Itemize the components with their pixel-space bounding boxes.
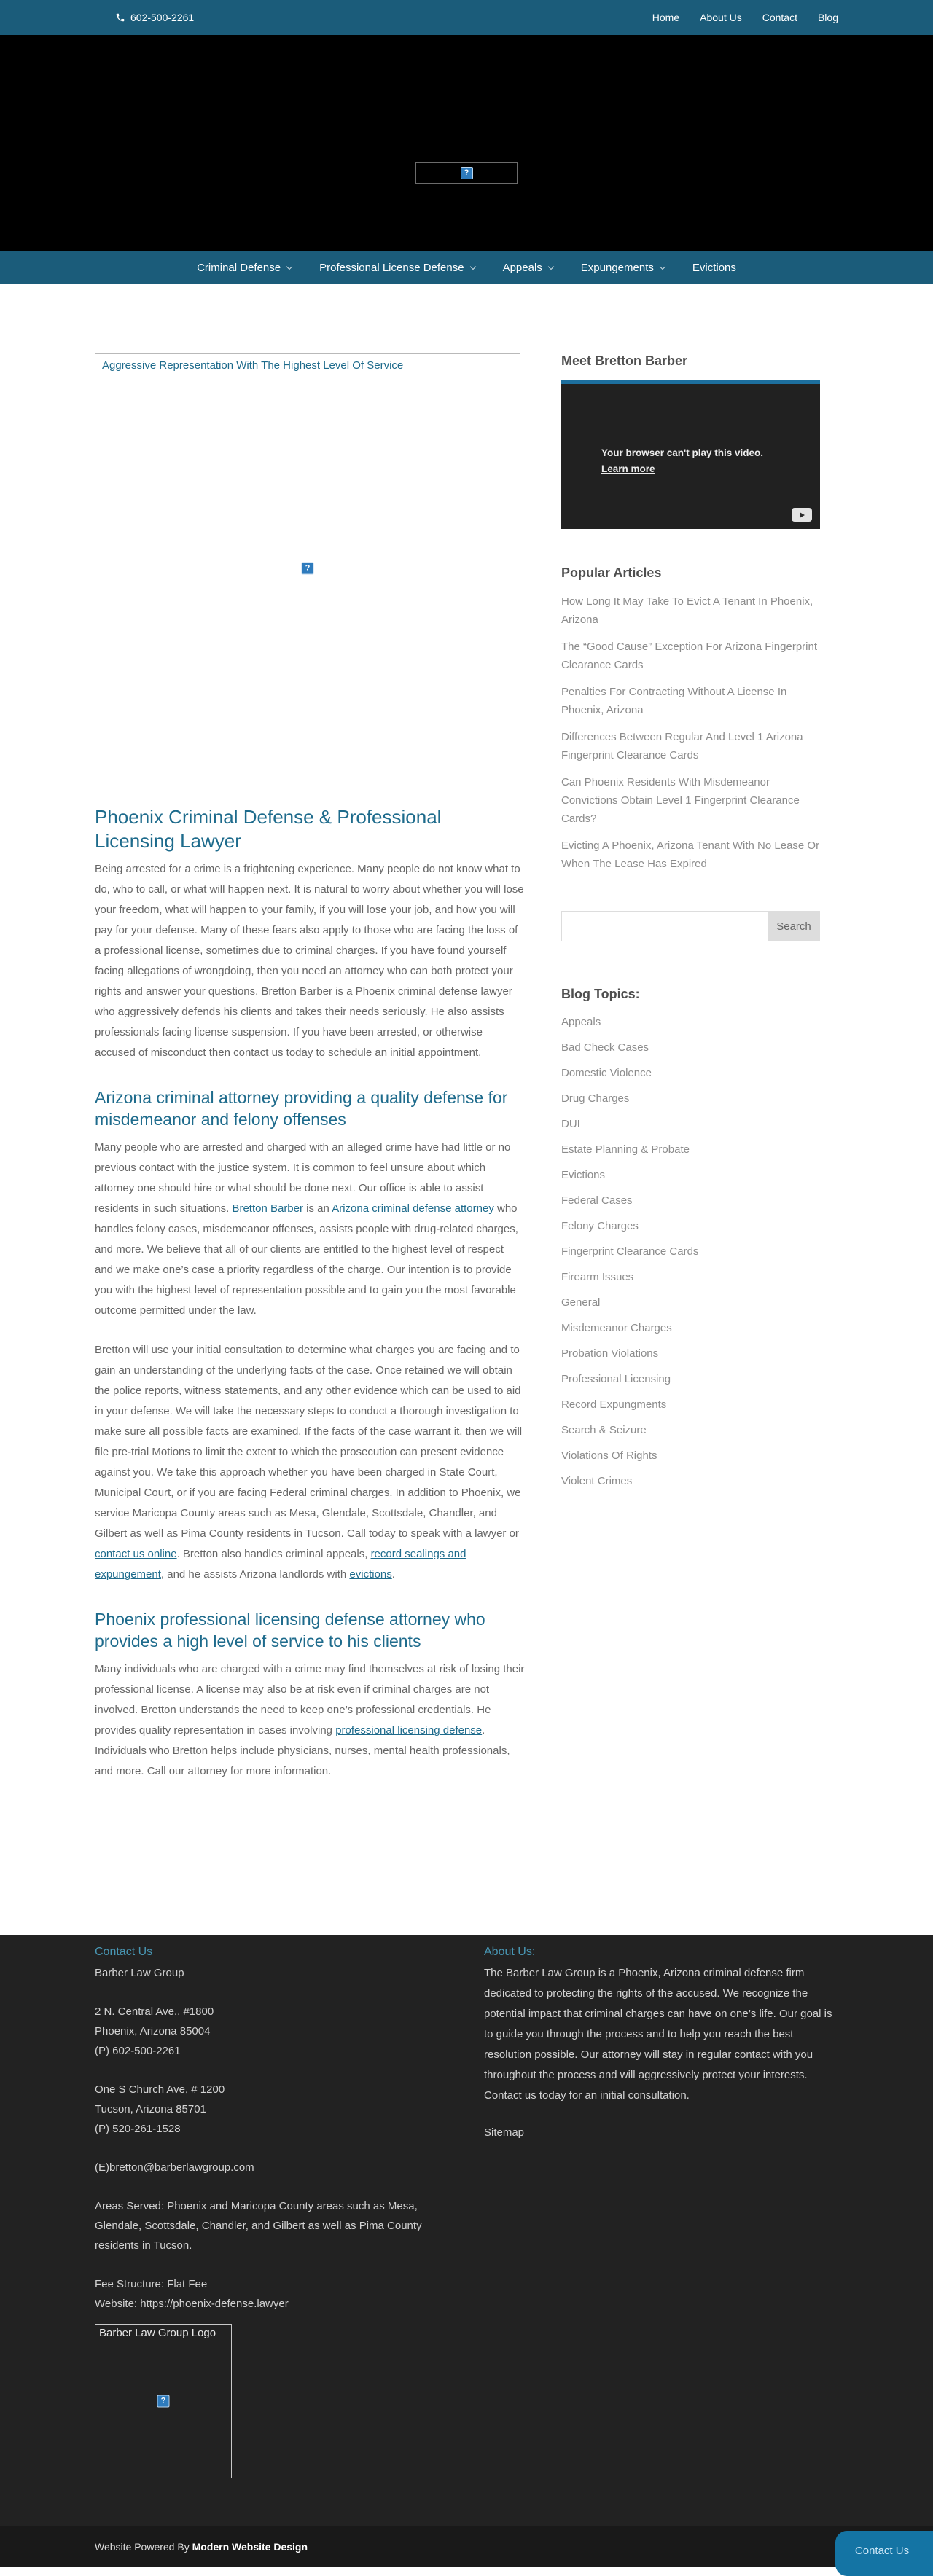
- record-sealings-expungement-link[interactable]: record sealings and expungement: [95, 1548, 466, 1581]
- contact-us-chat-button[interactable]: Contact Us: [835, 2531, 933, 2576]
- nav-label: Evictions: [692, 262, 736, 274]
- blog-topics-heading: Blog Topics:: [561, 987, 640, 1001]
- contact-us-online-link[interactable]: contact us online: [95, 1548, 177, 1560]
- nav-item-evictions[interactable]: [692, 262, 736, 274]
- chevron-down-icon: [548, 264, 554, 270]
- article-column: [95, 353, 525, 1801]
- sitemap-link[interactable]: Sitemap: [484, 2126, 525, 2139]
- footer-address-line: Tucson, Arizona 85701: [95, 2103, 206, 2115]
- footer: [0, 1935, 933, 2526]
- footer-areas-served: Areas Served: Phoenix and Maricopa County areas such as Mesa, Glendale, Scottsdale, Chandler, and Gilbert as well as Pima County residents in Tucson.: [95, 2200, 422, 2252]
- footer-phone-line: (P) 602-500-2261: [95, 2045, 181, 2057]
- phone-icon: [115, 12, 125, 23]
- blog-topic-link[interactable]: Domestic Violence: [561, 1067, 652, 1079]
- blog-topic-link[interactable]: Drug Charges: [561, 1092, 630, 1105]
- blog-topic-link[interactable]: DUI: [561, 1118, 580, 1130]
- broken-image-icon: ?: [157, 2395, 170, 2408]
- nav-item-professional-license-defense[interactable]: [319, 262, 475, 274]
- phone-link[interactable]: [95, 12, 194, 23]
- popular-article-link[interactable]: Penalties For Contracting Without A License In Phoenix, Arizona: [561, 686, 787, 716]
- popular-article-link[interactable]: Evicting A Phoenix, Arizona Tenant With No Lease Or When The Lease Has Expired: [561, 839, 820, 870]
- broken-image-icon: ?: [302, 563, 314, 575]
- text-segment: . Bretton also handles criminal appeals,: [176, 1548, 371, 1560]
- text-segment: Many people who are arrested and charged with an alleged crime have had little or no previous contact with the justice system. It is common to feel unsure about which attorney one should hire or what should be done next. Our office is able to assist residents in such situations.: [95, 1141, 511, 1215]
- topbar-link-contact[interactable]: Contact: [762, 12, 797, 23]
- text-segment: .: [391, 1568, 395, 1581]
- footer-website: Website: https://phoenix-defense.lawyer: [95, 2298, 289, 2310]
- footer-phoenix-address: [95, 2002, 437, 2061]
- consultation-paragraph: [95, 1340, 525, 1585]
- powered-by-text: Website Powered By: [95, 2540, 192, 2553]
- blog-topic-link[interactable]: Violent Crimes: [561, 1475, 633, 1487]
- popular-article-link[interactable]: Differences Between Regular And Level 1 Arizona Fingerprint Clearance Cards: [561, 731, 803, 762]
- blog-topic-link[interactable]: Evictions: [561, 1169, 606, 1181]
- popular-article-link[interactable]: Can Phoenix Residents With Misdemeanor Convictions Obtain Level 1 Fingerprint Clearance Cards?: [561, 776, 800, 825]
- search-button[interactable]: Search: [768, 911, 820, 941]
- bretton-barber-link[interactable]: Bretton Barber: [232, 1202, 303, 1215]
- footer-about-text: The Barber Law Group is a Phoenix, Arizona criminal defense firm dedicated to protecting the rights of the accused. We recognize the potential impact that criminal charges can have on one’s life. Our goal is to guide you through the process and to help you reach the best resolution possible. Our attorney will stay in regular contact with you throughout the process and will aggressively protect your interests. Contact us today for an initial consultation.: [484, 1967, 832, 2102]
- sidebar: [561, 353, 838, 1801]
- video-error-text: Your browser can't play this video.: [601, 447, 764, 458]
- video-player[interactable]: [561, 380, 820, 529]
- footer-phone-line: (P) 520-261-1528: [95, 2123, 181, 2135]
- broken-image-icon: ?: [461, 167, 473, 179]
- blog-topic-link[interactable]: Fingerprint Clearance Cards: [561, 1245, 699, 1258]
- text-segment: is an: [303, 1202, 332, 1215]
- blog-topic-link[interactable]: Felony Charges: [561, 1220, 639, 1232]
- blog-topic-link[interactable]: Probation Violations: [561, 1347, 659, 1360]
- text-segment: . Individuals who Bretton helps include physicians, nurses, mental health professionals, and more. Call our attorney for more information.: [95, 1724, 510, 1777]
- youtube-play-icon[interactable]: [792, 508, 812, 522]
- evictions-link[interactable]: evictions: [349, 1568, 392, 1581]
- footer-tucson-address: [95, 2080, 437, 2139]
- intro-paragraph: Being arrested for a crime is a frightening experience. Many people do not know what to do, who to call, or what will happen next. It is natural to worry about whether you will lose your freedom, what will happen to your family, if you will lose your job, and how you will pay for your defense. Many of these fears also apply to those who are facing the loss of a professional license, sometimes due to criminal charges. If you have found yourself facing allegations of wrongdoing, then you need an attorney who can both protect your rights and answer your questions. Bretton Barber is a Phoenix criminal defense lawyer who aggressively defends his clients and takes their needs seriously. He also assists professionals facing license suspension. If you have been arrested, or otherwise accused of misconduct then contact us today to schedule an initial appointment.: [95, 863, 524, 1059]
- footer-about-heading: About Us:: [484, 1946, 536, 1958]
- hero-image-alt-text: Aggressive Representation With The Highest Level Of Service: [102, 359, 404, 372]
- bottom-bar: [0, 2526, 933, 2567]
- blog-topic-link[interactable]: Estate Planning & Probate: [561, 1143, 690, 1156]
- blog-topic-link[interactable]: Appeals: [561, 1016, 601, 1028]
- footer-fee-structure: Fee Structure: Flat Fee: [95, 2278, 208, 2290]
- blog-topic-link[interactable]: Firearm Issues: [561, 1271, 634, 1283]
- video-error-message: [601, 445, 780, 477]
- criminal-attorney-paragraph: [95, 1138, 525, 1321]
- footer-address-line: Phoenix, Arizona 85004: [95, 2025, 211, 2037]
- footer-about-column: [484, 1946, 838, 2478]
- video-learn-more-link[interactable]: Learn more: [601, 463, 655, 474]
- blog-topic-link[interactable]: Bad Check Cases: [561, 1041, 649, 1054]
- licensing-defense-paragraph: [95, 1659, 525, 1782]
- text-segment: Bretton will use your initial consultation to determine what charges you are facing and to gain an understanding of the underlying facts of the case. Once retained we will obtain the police reports, witness statements, and any other evidence which can be used to aid in your defense. We will take the necessary steps to conduct a thorough investigation to make sure all possible facts are examined. If the facts of the case warrant it, then we will file pre-trial Motions to limit the extent to which the prosecution can present evidence against you. We take this approach whether you have been charged in State Court, Municipal Court, or if you are facing Federal criminal charges. In addition to Phoenix, we service Maricopa County areas such as Mesa, Glendale, Scottsdale, Chandler, and Gilbert as well as Pima County residents in Tucson. Call today to speak with a lawyer or: [95, 1344, 523, 1540]
- footer-logo-broken-image: [95, 2324, 232, 2478]
- nav-item-appeals[interactable]: [503, 262, 553, 274]
- text-segment: Many individuals who are charged with a crime may find themselves at risk of losing their professional license. A license may also be at risk even if criminal charges are not involved. Bretton understands the need to keep one’s professional credentials. He provides quality representation in cases involving: [95, 1663, 525, 1737]
- blog-topic-link[interactable]: Federal Cases: [561, 1194, 633, 1207]
- nav-label: Professional License Defense: [319, 262, 464, 274]
- top-bar: [0, 0, 933, 35]
- nav-label: Appeals: [502, 262, 542, 274]
- phone-number: 602-500-2261: [130, 12, 195, 23]
- topbar-link-home[interactable]: Home: [652, 12, 680, 23]
- site-logo-broken-image[interactable]: [415, 162, 518, 184]
- nav-item-criminal-defense[interactable]: [197, 262, 292, 274]
- footer-address-line: One S Church Ave, # 1200: [95, 2083, 225, 2096]
- main-content: [0, 284, 933, 1935]
- footer-contact-heading: Contact Us: [95, 1946, 153, 1958]
- blog-topic-link[interactable]: Record Expungments: [561, 1398, 667, 1411]
- section-heading-criminal-attorney: Arizona criminal attorney providing a quality defense for misdemeanor and felony offenses: [95, 1088, 508, 1129]
- footer-logo-alt-text: Barber Law Group Logo: [99, 2327, 216, 2339]
- meet-bretton-heading: Meet Bretton Barber: [561, 353, 688, 368]
- blog-topic-link[interactable]: Professional Licensing: [561, 1373, 671, 1385]
- nav-item-expungements[interactable]: [581, 262, 665, 274]
- blog-topic-link[interactable]: Search & Seizure: [561, 1424, 647, 1436]
- blog-topic-link[interactable]: General: [561, 1296, 601, 1309]
- page-title: Phoenix Criminal Defense & Professional Licensing Lawyer: [95, 806, 442, 852]
- search-input[interactable]: [561, 911, 768, 941]
- topbar-links: [652, 12, 838, 23]
- popular-article-link[interactable]: The “Good Cause” Exception For Arizona Fingerprint Clearance Cards: [561, 641, 817, 671]
- professional-licensing-defense-link[interactable]: professional licensing defense: [335, 1724, 483, 1737]
- footer-firm-name: Barber Law Group: [95, 1967, 184, 1979]
- search-form: [561, 911, 820, 941]
- section-heading-licensing-defense: Phoenix professional licensing defense attorney who provides a high level of service to his clients: [95, 1610, 485, 1651]
- footer-address-line: 2 N. Central Ave., #1800: [95, 2005, 214, 2018]
- site-header: [0, 35, 933, 251]
- chevron-down-icon: [469, 264, 475, 270]
- blog-topic-link[interactable]: Violations Of Rights: [561, 1449, 657, 1462]
- chevron-down-icon: [286, 264, 292, 270]
- main-navigation: [0, 251, 933, 284]
- popular-article-link[interactable]: How Long It May Take To Evict A Tenant In Phoenix, Arizona: [561, 595, 813, 626]
- topbar-link-blog[interactable]: Blog: [817, 12, 838, 23]
- hero-broken-image: [95, 353, 520, 783]
- chevron-down-icon: [660, 264, 665, 270]
- footer-contact-column: [95, 1946, 437, 2478]
- text-segment: , and he assists Arizona landlords with: [160, 1568, 350, 1581]
- footer-email: (E)bretton@barberlawgroup.com: [95, 2161, 254, 2174]
- popular-articles-heading: Popular Articles: [561, 565, 662, 580]
- topbar-link-about-us[interactable]: About Us: [700, 12, 742, 23]
- powered-by-brand-link[interactable]: Modern Website Design: [192, 2540, 308, 2553]
- arizona-criminal-defense-attorney-link[interactable]: Arizona criminal defense attorney: [332, 1202, 494, 1215]
- nav-label: Criminal Defense: [197, 262, 281, 274]
- nav-label: Expungements: [580, 262, 654, 274]
- text-segment: who handles felony cases, misdemeanor offenses, assists people with drug-related charges, and more. We believe that all of our clients are entitled to the highest level of respect and we make one’s case a priority regardless of the charge. Our intention is to provide you with the highest level of representation possible and to gain you the most favorable outcome permitted under the law.: [95, 1202, 518, 1317]
- blog-topic-link[interactable]: Misdemeanor Charges: [561, 1322, 672, 1334]
